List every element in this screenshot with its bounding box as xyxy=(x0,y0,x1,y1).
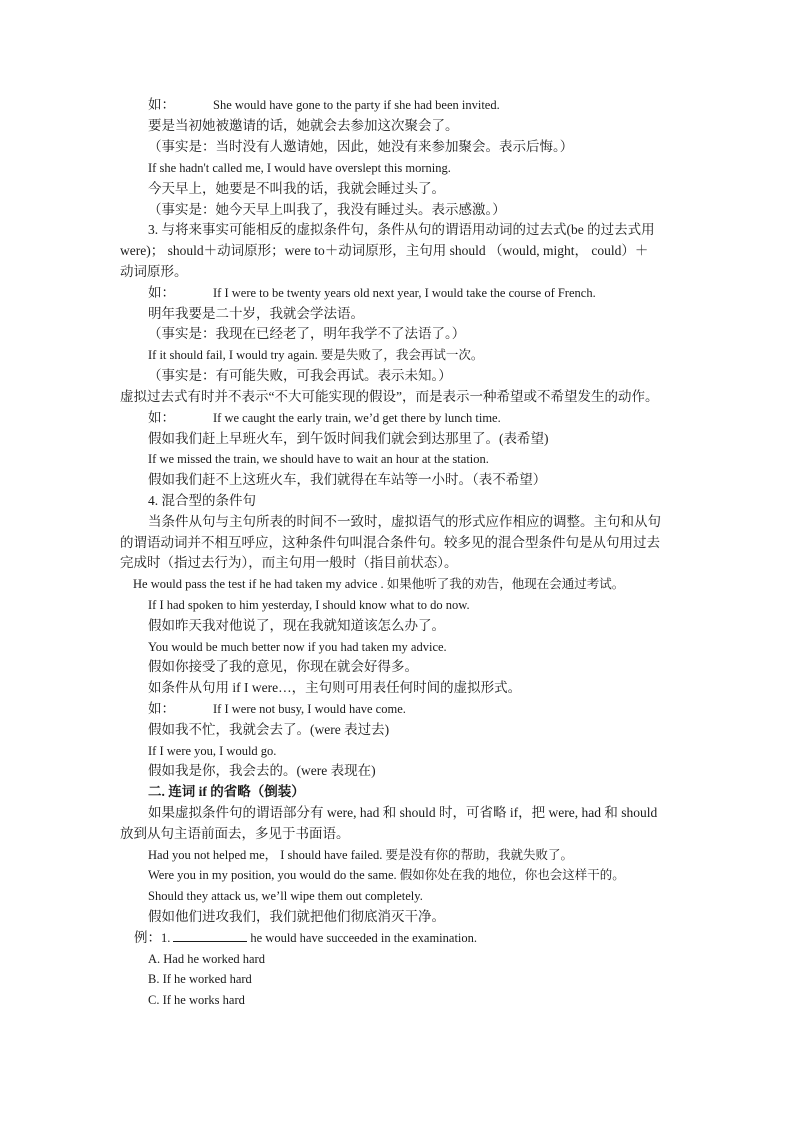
text-line: If she hadn't called me, I would have overslept this morning. xyxy=(148,161,451,175)
text-line: 要是当初她被邀请的话，她就会去参加这次聚会了。 xyxy=(148,118,459,133)
text-line: were)； should＋动词原形；were to＋动词原形，主句用 should （would, might， could）＋ xyxy=(120,243,649,258)
text-line: If we caught the early train, we’d get there by lunch time. xyxy=(213,411,501,425)
text-line: Had you not helped me， I should have failed. 要是没有你的帮助，我就失败了。 xyxy=(148,848,573,862)
text-line: If I had spoken to him yesterday, I should know what to do now. xyxy=(148,598,470,612)
text-line: Should they attack us, we’ll wipe them out completely. xyxy=(148,889,423,903)
example-marker: 如： xyxy=(148,285,175,300)
text-line: If I were to be twenty years old next year, I would take the course of French. xyxy=(213,286,596,300)
answer-option-b: B. If he worked hard xyxy=(148,972,252,986)
text-line: 放到从句主语前面去，多见于书面语。 xyxy=(120,826,350,841)
example-line xyxy=(148,408,501,428)
text-line: 当条件从句与主句所表的时间不一致时，虚拟语气的形式应作相应的调整。主句和从句 xyxy=(148,514,661,529)
text-line: He would pass the test if he had taken my advice . 如果他听了我的劝告，他现在会通过考试。 xyxy=(133,577,625,591)
text-line: （事实是：当时没有人邀请她，因此，她没有来参加聚会。表示后悔。） xyxy=(148,139,574,154)
text-line: 如条件从句用 if I were…，主句则可用表任何时间的虚拟形式。 xyxy=(148,680,522,695)
text-line: 假如他们进攻我们，我们就把他们彻底消灭干净。 xyxy=(148,909,445,924)
section-heading: 4. 混合型的条件句 xyxy=(148,493,256,508)
example-marker: 如： xyxy=(148,701,175,716)
question-text: he would have succeeded in the examination. xyxy=(250,931,478,945)
text-line: 假如我不忙，我就会去了。(were 表过去) xyxy=(148,722,390,737)
exercise-question xyxy=(134,928,477,948)
text-line: If we missed the train, we should have to wait an hour at the station. xyxy=(148,452,489,466)
text-line: 的谓语动词并不相互呼应，这种条件句叫混合条件句。较多见的混合型条件句是从句用过去 xyxy=(120,535,660,550)
example-line xyxy=(148,95,500,115)
example-line xyxy=(148,283,596,303)
text-line: 完成时（指过去行为），而主句用一般时（指目前状态）。 xyxy=(120,555,458,570)
text-line: She would have gone to the party if she had been invited. xyxy=(213,98,500,112)
example-marker: 如： xyxy=(148,97,175,112)
text-line: 3. 与将来事实可能相反的虚拟条件句，条件从句的谓语用动词的过去式(be 的过去式用 xyxy=(148,222,655,237)
section-heading: 二. 连词 if 的省略（倒装） xyxy=(148,784,305,799)
question-number: 1. xyxy=(161,931,171,945)
text-line: If I were you, I would go. xyxy=(148,744,277,758)
text-line: If it should fail, I would try again. 要是失败了，我会再试一次。 xyxy=(148,348,484,362)
answer-option-c: C. If he works hard xyxy=(148,993,245,1007)
text-line: 假如你接受了我的意见，你现在就会好得多。 xyxy=(148,659,418,674)
example-marker: 如： xyxy=(148,410,175,425)
text-line: （事实是：有可能失败，可我会再试。表示未知。） xyxy=(148,368,452,383)
text-line: If I were not busy, I would have come. xyxy=(213,702,406,716)
text-line: 虚拟过去式有时并不表示“不大可能实现的假设”，而是表示一种希望或不希望发生的动作。 xyxy=(120,389,659,404)
text-line: 明年我要是二十岁，我就会学法语。 xyxy=(148,306,364,321)
text-line: 假如我们赶不上这班火车，我们就得在车站等一小时。（表不希望） xyxy=(148,472,547,487)
text-line: 假如我是你，我会去的。(were 表现在) xyxy=(148,763,376,778)
text-line: You would be much better now if you had taken my advice. xyxy=(148,640,447,654)
text-line: 假如昨天我对他说了，现在我就知道该怎么办了。 xyxy=(148,618,445,633)
answer-option-a: A. Had he worked hard xyxy=(148,952,265,966)
example-line xyxy=(148,699,406,719)
text-line: （事实是：她今天早上叫我了，我没有睡过头。表示感激。） xyxy=(148,202,506,217)
text-line: 如果虚拟条件句的谓语部分有 were, had 和 should 时，可省略 if，把 were, had 和 should xyxy=(148,805,658,820)
text-line: 今天早上，她要是不叫我的话，我就会睡过头了。 xyxy=(148,181,445,196)
text-line: 假如我们赶上早班火车，到午饭时间我们就会到达那里了。(表希望) xyxy=(148,431,549,446)
text-line: （事实是：我现在已经老了，明年我学不了法语了。） xyxy=(148,326,466,341)
text-line: Were you in my position, you would do the same. 假如你处在我的地位，你也会这样干的。 xyxy=(148,868,625,882)
text-line: 动词原形。 xyxy=(120,264,188,279)
example-marker: 例： xyxy=(134,930,161,945)
answer-blank[interactable] xyxy=(173,929,247,942)
